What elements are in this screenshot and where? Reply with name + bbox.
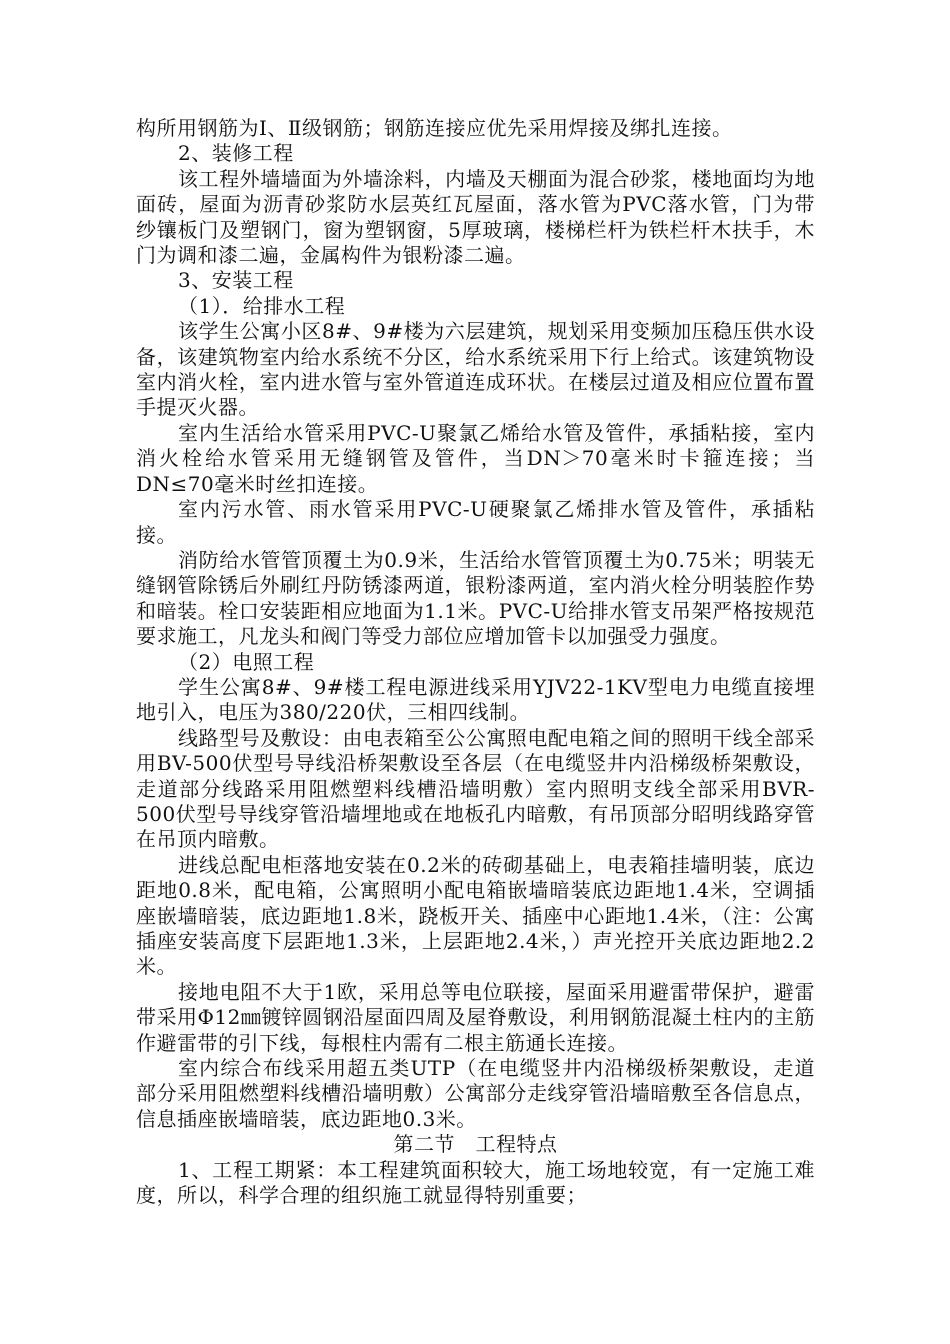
paragraph-distribution-installation: 进线总配电柜落地安装在0.2米的砖砌基础上，电表箱挂墙明装，底边距地0.8米，配电箱，公寓照明小配电箱嵌墙暗装底边距地1.4米，空调插座嵌墙暗装，底边距地1.8米，跷板开关、插座中心距地1.4米，（注：公寓插座安装高度下层距地1.3米，上层距地2.4米，）声光控开关底边距地2.2米。 xyxy=(136,852,815,979)
paragraph-decoration: 该工程外墙墙面为外墙涂料，内墙及天棚面为混合砂浆，楼地面均为地面砖，屋面为沥青砂浆防水层英红瓦屋面，落水管为PVC落水管，门为带纱镶板门及塑钢门，窗为塑钢窗，5厚玻璃，楼梯栏杆为铁栏杆木扶手，木门为调和漆二遍，金属构件为银粉漆二遍。 xyxy=(136,166,815,268)
paragraph-power-supply: 学生公寓8#、9#楼工程电源进线采用YJV22-1KV型电力电缆直接埋地引入，电压为380/220伏，三相四线制。 xyxy=(136,674,815,725)
paragraph-fire-water-pipe: 消防给水管管顶覆土为0.9米，生活给水管管顶覆土为0.75米；明装无缝钢管除锈后外刷红丹防锈漆两道，银粉漆两道，室内消火栓分明装腔作势和暗装。栓口安装距相应地面为1.1米。PVC-U给排水管支吊架严格按规范要求施工，凡龙头和阀门等受力部位应增加管卡以加强受力强度。 xyxy=(136,547,815,649)
paragraph-tight-schedule: 1、工程工期紧：本工程建筑面积较大，施工场地较宽，有一定施工难度，所以，科学合理的组织施工就显得特别重要； xyxy=(136,1157,815,1208)
heading-water-supply-drainage: （1）．给排水工程 xyxy=(178,293,346,318)
paragraph-wiring-routes: 线路型号及敷设：由电表箱至公公寓照电配电箱之间的照明干线全部采用BV-500伏型号导线沿桥架敷设至各层（在电缆竖井内沿梯级桥架敷设，走道部分线路采用阻燃塑料线槽沿墙明敷）室内照明支线全部采用BVR-500伏型号导线穿管沿墙埋地或在地板孔内暗敷，有吊顶部分昭明线路穿管在吊顶内暗敷。 xyxy=(136,725,815,852)
section-title-project-features: 第二节 工程特点 xyxy=(393,1132,558,1157)
paragraph-sewage-pipe: 室内污水管、雨水管采用PVC-U硬聚氯乙烯排水管及管件，承插粘接。 xyxy=(136,497,815,547)
paragraph-rebar-connection: 构所用钢筋为Ⅰ、Ⅱ级钢筋；钢筋连接应优先采用焊接及绑扎连接。 xyxy=(136,116,733,140)
paragraph-water-supply-system: 该学生公寓小区8#、9#楼为六层建筑，规划采用变频加压稳压供水设备，该建筑物室内给水系统不分区，给水系统采用下行上给式。该建筑物设室内消火栓，室内进水管与室外管道连成环状。在楼层过道及相应位置布置手提灭火器。 xyxy=(136,319,815,420)
paragraph-grounding-lightning: 接地电阻不大于1欧，采用总等电位联接，屋面采用避雷带保护，避雷带采用Φ12㎜镀锌圆钢沿屋面四周及屋脊敷设，利用钢筋混凝土柱内的主筋作避雷带的引下线，每根柱内需有二根主筋通长连接。 xyxy=(136,979,815,1055)
paragraph-domestic-water-pipe: 室内生活给水管采用PVC-U聚氯乙烯给水管及管件，承插粘接，室内消火栓给水管采用无缝钢管及管件，当DN＞70毫米时卡箍连接；当DN≤70毫米时丝扣连接。 xyxy=(136,420,815,496)
heading-electrical-lighting: （2）电照工程 xyxy=(178,649,315,674)
heading-decoration-works: 2、装修工程 xyxy=(178,141,294,166)
paragraph-structured-cabling: 室内综合布线采用超五类UTP（在电缆竖井内沿梯级桥架敷设，走道部分采用阻燃塑料线槽沿墙明敷）公寓部分走线穿管沿墙暗敷至各信息点，信息插座嵌墙暗装，底边距地0.3米。 xyxy=(136,1056,815,1131)
heading-installation-works: 3、安装工程 xyxy=(178,268,294,293)
